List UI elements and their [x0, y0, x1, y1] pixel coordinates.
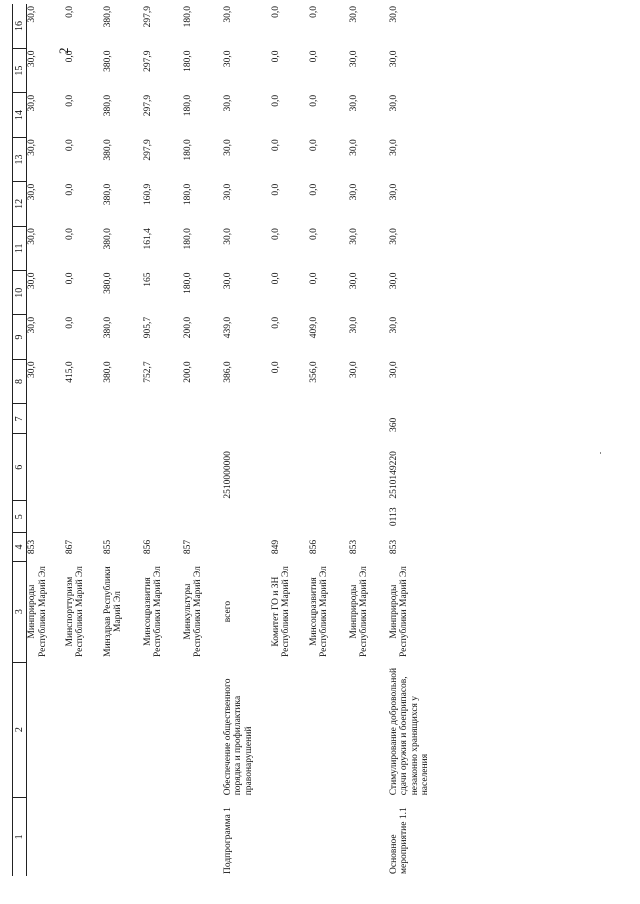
code-cell: 867	[64, 539, 75, 555]
value-cell: 380,0	[102, 183, 113, 206]
code-cell: 855	[102, 539, 113, 555]
value-cell: 0,0	[270, 94, 281, 107]
value-cell: 30,0	[27, 183, 37, 201]
value-cell: 0,0	[64, 6, 75, 18]
table-row	[271, 4, 309, 876]
value-cell: 30,0	[27, 94, 37, 112]
table-row	[103, 4, 143, 876]
row-label-cell	[143, 797, 183, 876]
code-cell: 857	[182, 539, 193, 555]
value-cell: 30,0	[27, 6, 37, 23]
expense-type-cell: 360	[388, 417, 399, 432]
value-cell: 30,0	[27, 228, 37, 245]
value-cell: 0,0	[308, 228, 319, 240]
value-cell: 386,0	[222, 361, 233, 383]
value-cell: 30,0	[222, 228, 233, 245]
value-cell: 161,4	[142, 228, 153, 250]
value-cell: 30,0	[388, 139, 399, 156]
value-cell: 0,0	[64, 50, 75, 63]
header-cell: 9	[13, 315, 27, 359]
value-cell: 30,0	[222, 183, 233, 201]
row-label-cell	[183, 797, 223, 876]
value-cell: 380,0	[102, 361, 113, 383]
value-cell: 30,0	[222, 272, 233, 290]
header-cell: 15	[13, 48, 27, 92]
value-cell: 0,0	[270, 272, 281, 285]
value-cell: 30,0	[27, 361, 37, 378]
value-cell: 180,0	[182, 6, 193, 28]
value-cell: 0,0	[308, 183, 319, 196]
executor-cell: Минприроды Республики Марий Эл	[27, 566, 48, 658]
row-label-cell	[349, 797, 389, 876]
value-cell: 297,9	[142, 94, 153, 117]
row-label-cell: Основное мероприятие 1.1	[388, 807, 410, 874]
row-label-cell	[65, 797, 103, 876]
value-cell: 0,0	[64, 94, 75, 107]
value-cell: 0,0	[308, 94, 319, 107]
table-row	[65, 4, 103, 876]
value-cell: 297,9	[142, 50, 153, 72]
table-row	[223, 4, 271, 876]
section-code-cell	[183, 501, 223, 533]
value-cell: 0,0	[64, 139, 75, 152]
executor-cell: Минсоцразвития Республики Марий Эл	[308, 566, 330, 658]
target-code-cell	[143, 434, 183, 501]
row-label-cell	[27, 797, 65, 876]
value-cell: 200,0	[182, 361, 193, 383]
value-cell: 180,0	[182, 272, 193, 294]
code-cell: 853	[388, 539, 399, 555]
value-cell: 30,0	[348, 50, 359, 68]
value-cell: 356,0	[308, 361, 319, 383]
target-code-cell	[103, 434, 143, 501]
row-label-cell	[103, 797, 143, 876]
value-cell: 30,0	[27, 50, 37, 68]
value-cell: 0,0	[64, 228, 75, 240]
target-code-cell	[309, 434, 349, 501]
table-row	[183, 4, 223, 876]
value-cell: 0,0	[270, 361, 281, 374]
expense-type-cell	[103, 404, 143, 434]
header-cell: 16	[13, 4, 27, 48]
table-row	[27, 4, 65, 876]
value-cell: 0,0	[64, 316, 75, 329]
value-cell: 30,0	[222, 94, 233, 112]
value-cell: 297,9	[142, 139, 153, 161]
value-cell: 0,0	[64, 183, 75, 196]
value-cell: 0,0	[308, 272, 319, 285]
expense-type-cell	[271, 404, 309, 434]
value-cell: 30,0	[27, 139, 37, 156]
value-cell: 30,0	[27, 316, 37, 334]
code-cell: 856	[308, 539, 319, 555]
value-cell: 0,0	[270, 50, 281, 63]
description-cell	[271, 662, 309, 797]
header-cell: 8	[13, 359, 27, 403]
section-code-cell	[103, 501, 143, 533]
executor-cell: Минспорттуризм Республики Марий Эл	[64, 566, 86, 658]
value-cell: 30,0	[348, 316, 359, 334]
value-cell: 30,0	[222, 139, 233, 156]
value-cell: 0,0	[308, 6, 319, 18]
header-cell: 10	[13, 271, 27, 315]
value-cell: 380,0	[102, 94, 113, 117]
code-cell: 853	[27, 539, 37, 555]
header-row	[13, 4, 27, 876]
expense-type-cell	[65, 404, 103, 434]
value-cell: 905,7	[142, 316, 153, 339]
header-cell: 13	[13, 137, 27, 181]
value-cell: 165	[142, 272, 153, 287]
header-cell: 3	[13, 561, 27, 662]
value-cell: 0,0	[270, 228, 281, 240]
description-cell	[183, 662, 223, 797]
target-code-cell	[349, 434, 389, 501]
section-code-cell	[349, 501, 389, 533]
section-code-cell	[223, 501, 271, 533]
header-cell: 7	[13, 404, 27, 434]
value-cell: 30,0	[348, 139, 359, 156]
value-cell: 380,0	[102, 228, 113, 250]
section-code-cell	[309, 501, 349, 533]
value-cell: 180,0	[182, 50, 193, 72]
value-cell: 30,0	[388, 316, 399, 334]
value-cell: 30,0	[222, 50, 233, 68]
value-cell: 380,0	[102, 316, 113, 339]
table-row	[309, 4, 349, 876]
page-number: 2	[56, 47, 71, 54]
value-cell: 30,0	[348, 6, 359, 23]
section-code-cell	[271, 501, 309, 533]
header-cell: 11	[13, 226, 27, 270]
value-cell: 439,0	[222, 316, 233, 339]
section-code-cell	[143, 501, 183, 533]
expense-type-cell	[143, 404, 183, 434]
value-cell: 0,0	[270, 6, 281, 18]
value-cell: 30,0	[388, 183, 399, 201]
value-cell: 30,0	[348, 228, 359, 245]
executor-cell: Минздрав Республики Марий Эл	[102, 566, 124, 657]
value-cell: 30,0	[348, 361, 359, 378]
description-cell	[349, 662, 389, 797]
value-cell: 0,0	[270, 316, 281, 329]
code-cell: 853	[348, 539, 359, 555]
description-cell	[103, 662, 143, 797]
header-cell: 5	[13, 501, 27, 533]
code-cell	[223, 533, 271, 561]
value-cell: 160,9	[142, 183, 153, 206]
description-cell	[143, 662, 183, 797]
value-cell: 30,0	[388, 228, 399, 245]
code-cell: 856	[142, 539, 153, 555]
value-cell: 30,0	[388, 272, 399, 290]
value-cell: 180,0	[182, 183, 193, 206]
description-cell: Стимулирование добровольной сдачи оружия и боеприпасов, незаконно хранящихся у населения	[388, 667, 431, 796]
value-cell: 380,0	[102, 50, 113, 72]
budget-table	[12, 4, 485, 876]
table-row	[389, 4, 485, 876]
value-cell: 30,0	[348, 94, 359, 112]
executor-cell: всего	[222, 600, 233, 623]
expense-type-cell	[27, 404, 65, 434]
value-cell: 0,0	[270, 139, 281, 152]
executor-cell: Минприроды Республики Марий Эл	[388, 566, 410, 658]
value-cell: 30,0	[222, 6, 233, 23]
section-code-cell	[65, 501, 103, 533]
table-body	[13, 4, 485, 876]
value-cell: 0,0	[64, 272, 75, 285]
description-cell	[27, 662, 65, 797]
table-row	[143, 4, 183, 876]
value-cell: 380,0	[102, 272, 113, 294]
row-label-cell	[309, 797, 349, 876]
value-cell: 415,0	[64, 361, 75, 383]
value-cell: 30,0	[348, 183, 359, 201]
value-cell: 30,0	[388, 94, 399, 112]
expense-type-cell	[223, 404, 271, 434]
section-code-cell: 0113	[388, 507, 399, 527]
executor-cell: Комитет ГО и ЗН Республики Марий Эл	[270, 566, 292, 658]
value-cell: 30,0	[27, 272, 37, 290]
row-label-cell	[271, 797, 309, 876]
value-cell: 180,0	[182, 228, 193, 250]
executor-cell: Минсоцразвития Республики Марий Эл	[142, 566, 164, 658]
expense-type-cell	[309, 404, 349, 434]
section-code-cell	[27, 501, 65, 533]
value-cell: 180,0	[182, 94, 193, 117]
value-cell: 180,0	[182, 139, 193, 161]
value-cell: 30,0	[388, 50, 399, 68]
code-cell: 849	[270, 539, 281, 555]
description-cell	[309, 662, 349, 797]
value-cell: 30,0	[388, 6, 399, 23]
expense-type-cell	[349, 404, 389, 434]
header-cell: 4	[13, 533, 27, 561]
header-cell: 12	[13, 182, 27, 226]
description-cell	[65, 662, 103, 797]
header-cell: 6	[13, 434, 27, 501]
description-cell: Обеспечение общественного порядка и профилактика правонарушений	[222, 678, 254, 796]
target-code-cell	[27, 434, 65, 501]
executor-cell: Минприроды Республики Марий Эл	[348, 566, 370, 658]
header-cell: 1	[13, 797, 27, 876]
row-label-cell: Подпрограмма 1	[222, 807, 233, 874]
value-cell: 200,0	[182, 316, 193, 339]
value-cell: 30,0	[388, 361, 399, 378]
target-code-cell: 2510149220	[388, 451, 399, 499]
value-cell: 0,0	[308, 139, 319, 152]
value-cell: 0,0	[308, 50, 319, 63]
value-cell: 380,0	[102, 139, 113, 161]
executor-cell: Минкультуры Республики Марий Эл	[182, 566, 204, 658]
value-cell: 380,0	[102, 6, 113, 28]
target-code-cell	[271, 434, 309, 501]
value-cell: 409,0	[308, 316, 319, 339]
target-code-cell: 2510000000	[222, 451, 233, 499]
target-code-cell	[183, 434, 223, 501]
expense-type-cell	[183, 404, 223, 434]
header-cell: 14	[13, 93, 27, 137]
value-cell: 0,0	[270, 183, 281, 196]
table-row	[349, 4, 389, 876]
scan-speck	[600, 452, 601, 454]
value-cell: 297,9	[142, 6, 153, 28]
target-code-cell	[65, 434, 103, 501]
header-cell: 2	[13, 662, 27, 797]
value-cell: 30,0	[348, 272, 359, 290]
value-cell: 752,7	[142, 361, 153, 383]
